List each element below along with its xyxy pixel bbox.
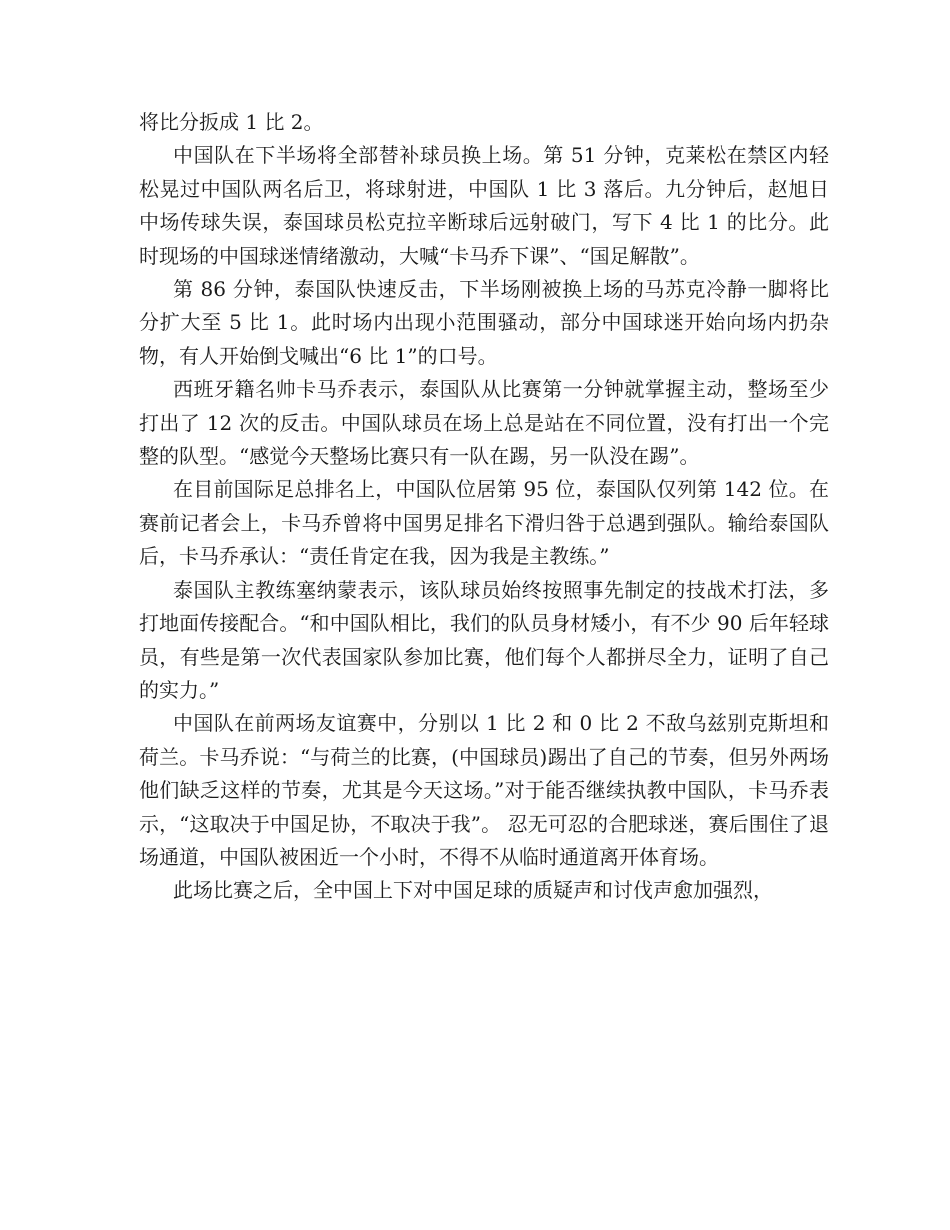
article-body [139, 106, 829, 908]
paragraph-continuation: 将比分扳成 1 比 2。 [139, 110, 324, 134]
paragraph-camacho-comment: 西班牙籍名帅卡马乔表示，泰国队从比赛第一分钟就掌握主动，整场至少打出了 12 次的反击。中国队球员在场上总是站在不同位置，没有打出一个完整的队型。“感觉今天整场比赛只有一队在踢，另一队没在踢”。 [139, 377, 829, 469]
paragraph-fifa-ranking: 在目前国际足总排名上，中国队位居第 95 位，泰国队仅列第 142 位。在赛前记者会上，卡马乔曾将中国男足排名下滑归咎于总遇到强队。输给泰国队后，卡马乔承认：“责任肯定在我，因为我是主教练。” [139, 477, 829, 569]
paragraph-thai-coach: 泰国队主教练塞纳蒙表示，该队球员始终按照事先制定的技战术打法，多打地面传接配合。“和中国队相比，我们的队员身材矮小，有不少 90 后年轻球员，有些是第一次代表国家队参加比赛，他们每个人都拼尽全力，证明了自己的实力。” [139, 577, 829, 702]
paragraph-86th-minute: 第 86 分钟，泰国队快速反击，下半场刚被换上场的马苏克冷静一脚将比分扩大至 5 比 1。此时场内出现小范围骚动，部分中国球迷开始向场内扔杂物，有人开始倒戈喊出“6 比 1”的口号。 [139, 277, 829, 368]
paragraph-aftermath: 此场比赛之后，全中国上下对中国足球的质疑声和讨伐声愈加强烈， [173, 878, 773, 903]
paragraph-substitutions: 中国队在下半场将全部替补球员换上场。第 51 分钟，克莱松在禁区内轻松晃过中国队两名后卫，将球射进，中国队 1 比 3 落后。九分钟后，赵旭日中场传球失误，泰国球员松克拉辛断球后远射破门，写下 4 比 1 的比分。此时现场的中国球迷情绪激动，大喊“卡马乔下课”、“国足解散”。 [139, 143, 829, 268]
paragraph-friendlies: 中国队在前两场友谊赛中，分别以 1 比 2 和 0 比 2 不敌乌兹别克斯坦和荷兰。卡马乔说：“与荷兰的比赛，(中国球员)踢出了自己的节奏，但另外两场他们缺乏这样的节奏，尤其是今天这场。”对于能否继续执教中国队，卡马乔表示，“这取决于中国足协，不取决于我”。 忍无可忍的合肥球迷，赛后围住了退场通道，中国队被困近一个小时，不得不从临时通道离开体育场。 [139, 711, 829, 869]
